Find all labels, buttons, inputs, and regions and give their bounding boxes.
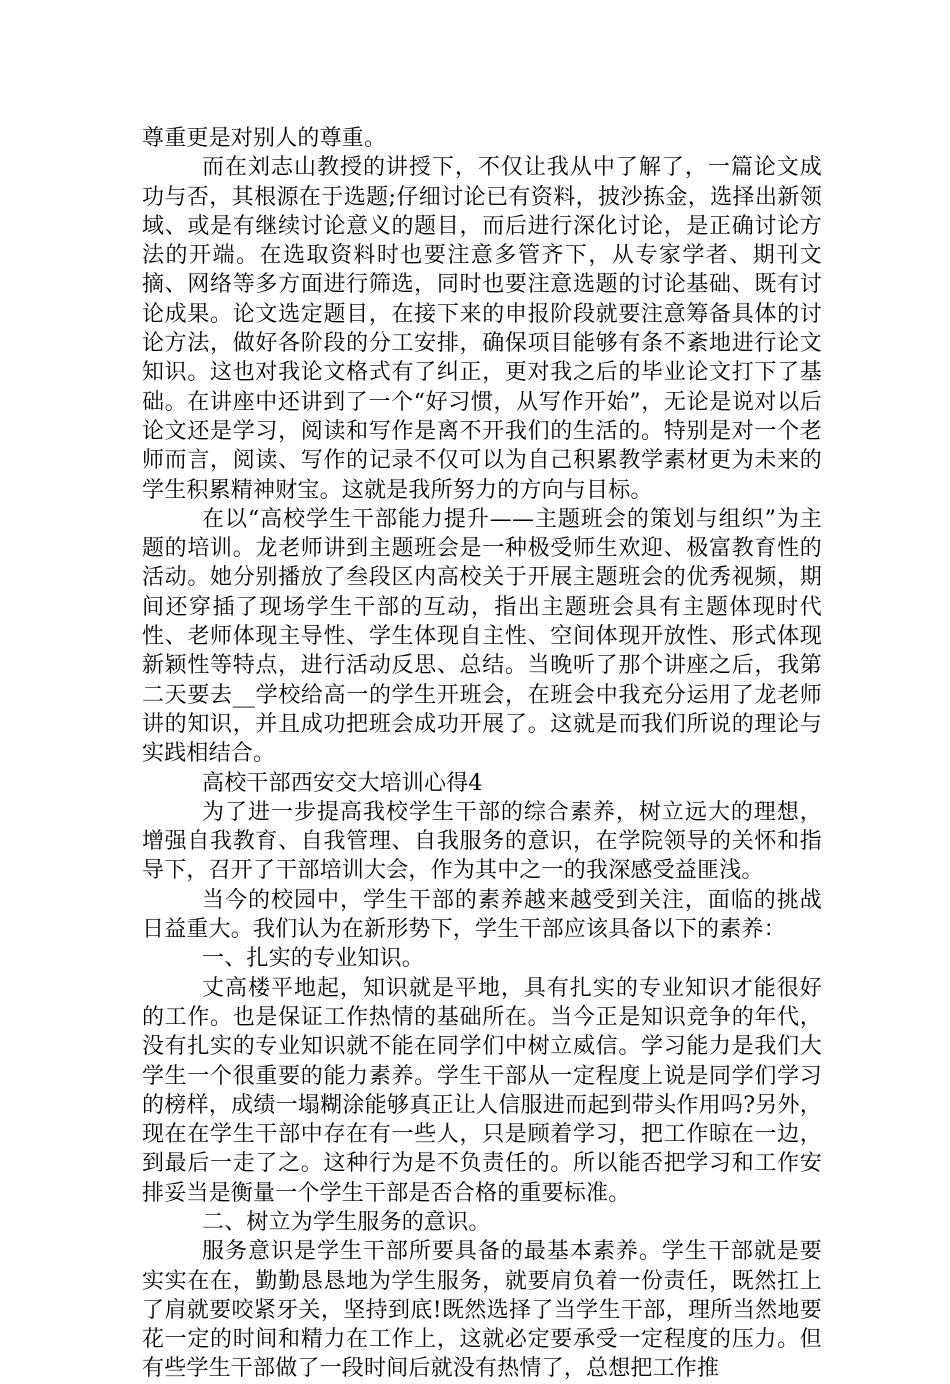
- paragraph-3: 在以“高校学生干部能力提升——主题班会的策划与组织”为主题的培训。龙老师讲到主题班会是一种极受师生欢迎、极富教育性的活动。她分别播放了叁段区内高校关于开展主题班会的优秀视频，期间还穿插了现场学生干部的互动，指出主题班会具有主题体现时代性、老师体现主导性、学生体现自主性、空间体现开放性、形式体现新颖性等特点，进行活动反思、总结。当晚听了那个讲座之后，我第二天要去__学校给高一的学生开班会，在班会中我充分运用了龙老师讲的知识，并且成功把班会成功开展了。这就是而我们所说的理论与实践相结合。: [142, 506, 822, 767]
- subheading-2: 二、树立为学生服务的意识。: [202, 1209, 491, 1235]
- paragraph-10: 服务意识是学生干部所要具备的最基本素养。学生干部就是要实实在在，勤勤恳恳地为学生服务，就要肩负着一份责任，既然扛上了肩就要咬紧牙关，坚持到底!既然选择了当学生干部，理所当然地要花一定的时间和精力在工作上，这就必定要承受一定程度的压力。但有些学生干部做了一段时间后就没有热情了，总想把工作推: [142, 1239, 822, 1382]
- paragraph-5: 为了进一步提高我校学生干部的综合素养，树立远大的理想，增强自我教育、自我管理、自我服务的意识，在学院领导的关怀和指导下，召开了干部培训大会，作为其中之一的我深感受益匪浅。: [142, 799, 822, 884]
- document-page: [142, 124, 822, 1384]
- paragraph-2: 而在刘志山教授的讲授下，不仅让我从中了解了，一篇论文成功与否，其根源在于选题;仔细讨论已有资料，披沙拣金，选择出新领域、或是有继续讨论意义的题目，而后进行深化讨论，是正确讨论方法的开端。在选取资料时也要注意多管齐下，从专家学者、期刊文摘、网络等多方面进行筛选，同时也要注意选题的讨论基础、既有讨论成果。论文选定题目，在接下来的申报阶段就要注意筹备具体的讨论方法，做好各阶段的分工安排，确保项目能够有条不紊地进行论文知识。这也对我论文格式有了纠正，更对我之后的毕业论文打下了基础。在讲座中还讲到了一个“好习惯，从写作开始”，无论是说对以后论文还是学习，阅读和写作是离不开我们的生活的。特别是对一个老师而言，阅读、写作的记录不仅可以为自己积累教学素材更为未来的学生积累精神财宝。这就是我所努力的方向与目标。: [142, 155, 822, 503]
- section-heading: 高校干部西安交大培训心得4: [202, 770, 483, 796]
- paragraph-1: 尊重更是对别人的尊重。: [142, 126, 387, 151]
- paragraph-6: 当今的校园中，学生干部的素养越来越受到关注，面临的挑战日益重大。我们认为在新形势下，学生干部应该具备以下的素养：: [142, 887, 822, 943]
- subheading-1: 一、扎实的专业知识。: [202, 946, 425, 972]
- paragraph-8: 丈高楼平地起，知识就是平地，具有扎实的专业知识才能很好的工作。也是保证工作热情的基础所在。当今正是知识竞争的年代，没有扎实的专业知识就不能在同学们中树立威信。学习能力是我们大学生一个很重要的能力素养。学生干部从一定程度上说是同学们学习的榜样，成绩一塌糊涂能够真正让人信服进而起到带头作用吗?另外，现在在学生干部中存在有一些人，只是顾着学习，把工作晾在一边，到最后一走了之。这种行为是不负责任的。所以能否把学习和工作安排妥当是衡量一个学生干部是否合格的重要标准。: [142, 975, 822, 1206]
